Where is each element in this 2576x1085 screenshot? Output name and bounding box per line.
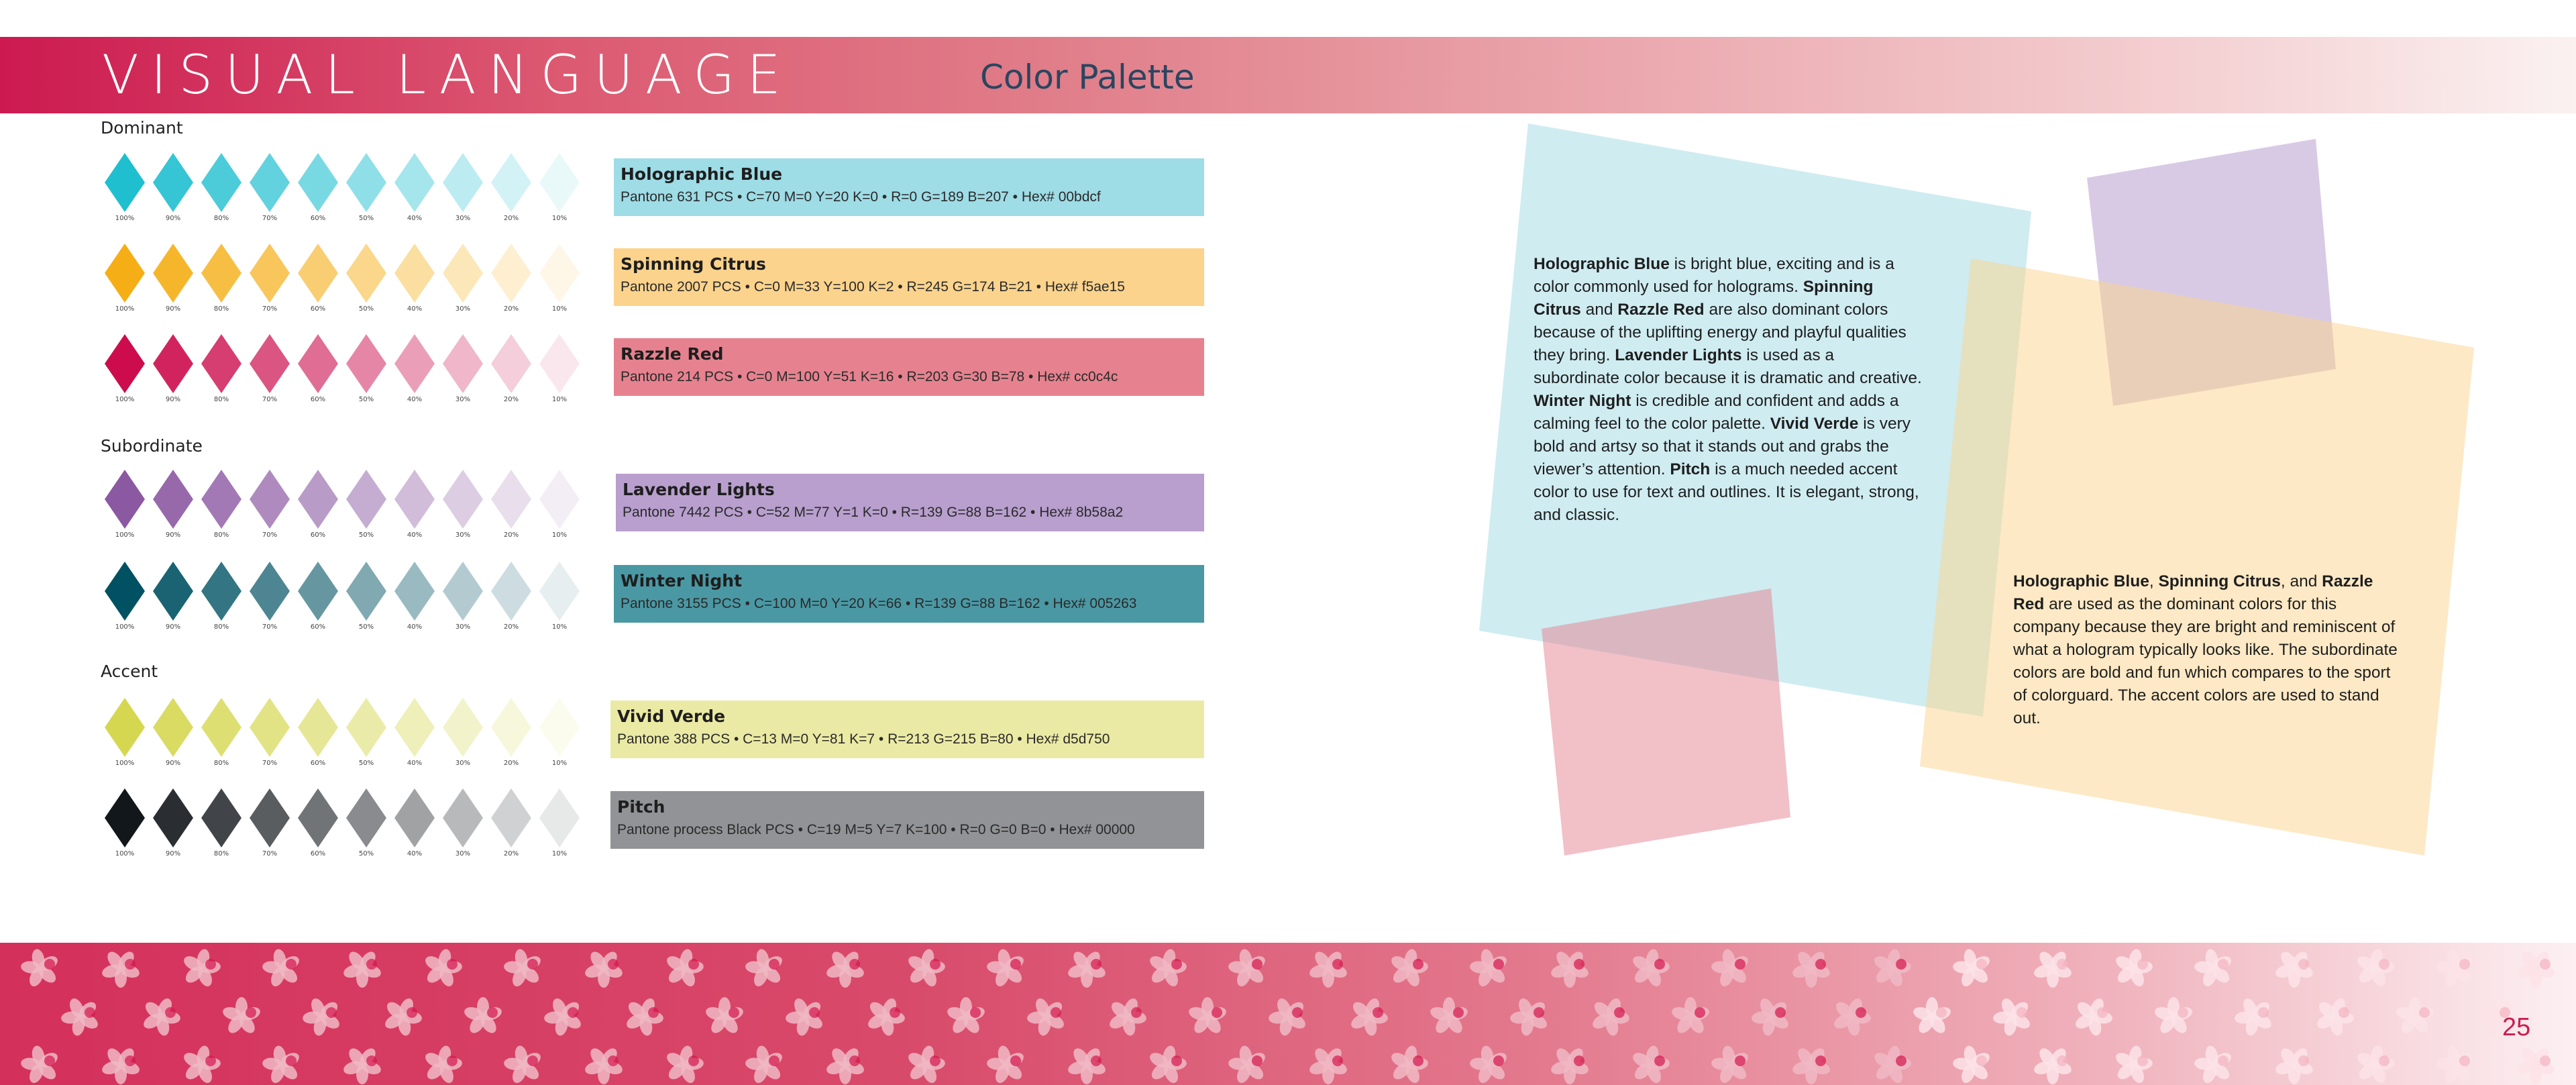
flower-accent	[326, 1007, 337, 1018]
palette-description-secondary: Holographic Blue, Spinning Citrus, and Razzle Red are used as the dominant colors for this company because they are bright and reminiscent of what a hologram typically looks like. The subordinate colors are bold and fun which compares to the sport of colorguard. The accent colors are used to stand out.	[2013, 572, 2398, 727]
flower-motif	[660, 945, 708, 991]
tint-label: 60%	[310, 396, 326, 403]
flower-motif	[52, 988, 109, 1045]
tint-label: 90%	[165, 623, 181, 631]
flower-accent	[2379, 959, 2390, 970]
flower-motif	[2226, 988, 2282, 1045]
flower-accent	[769, 959, 780, 970]
color-name: Razzle Red	[621, 344, 724, 364]
color-name: Holographic Blue	[621, 164, 783, 184]
tint-label: 70%	[262, 531, 278, 539]
flower-motif	[376, 990, 429, 1042]
flower-accent	[1695, 1007, 1705, 1018]
flower-motif	[1912, 997, 1953, 1036]
flower-motif	[2025, 943, 2081, 996]
tint-label: 20%	[503, 623, 519, 631]
flower-motif	[618, 990, 671, 1042]
color-name: Vivid Verde	[617, 707, 726, 726]
flower-accent	[1614, 1007, 1625, 1018]
flower-motif	[1462, 1037, 1516, 1085]
flower-motif	[859, 990, 912, 1042]
tint-label: 100%	[115, 531, 135, 539]
tint-label: 50%	[358, 396, 374, 403]
tint-label: 90%	[165, 396, 181, 403]
flower-motif	[419, 1041, 466, 1085]
flower-accent	[1534, 1007, 1544, 1018]
flower-accent	[1373, 1007, 1383, 1018]
flower-motif	[1101, 990, 1154, 1042]
flower-accent	[1332, 1055, 1343, 1066]
flower-accent	[688, 1055, 699, 1066]
flower-accent	[2057, 959, 2068, 970]
flower-accent	[2218, 959, 2229, 970]
flower-motif	[1868, 945, 1915, 991]
flower-accent	[2258, 1007, 2269, 1018]
flower-accent	[2017, 1007, 2027, 1018]
flower-motif	[660, 1041, 708, 1085]
tint-label: 90%	[165, 305, 181, 313]
tint-label: 50%	[358, 760, 374, 767]
flower-accent	[1453, 1007, 1464, 1018]
flower-motif	[902, 945, 949, 991]
flower-motif	[1301, 943, 1356, 996]
tint-label: 60%	[310, 850, 326, 858]
flower-motif	[1018, 988, 1075, 1045]
flower-accent	[608, 1055, 619, 1066]
flower-accent	[849, 1055, 860, 1066]
flower-motif	[463, 997, 504, 1036]
flower-accent	[1574, 959, 1585, 970]
flower-accent	[2298, 959, 2309, 970]
flower-accent	[1131, 1007, 1142, 1018]
flower-motif	[1626, 1041, 1674, 1085]
flower-accent	[2137, 959, 2148, 970]
flower-motif	[496, 943, 550, 996]
tint-label: 90%	[165, 760, 181, 767]
tint-label: 40%	[407, 396, 423, 403]
tint-label: 60%	[310, 760, 326, 767]
flower-accent	[2178, 1007, 2188, 1018]
flower-accent	[1171, 959, 1182, 970]
flower-motif	[177, 1041, 225, 1085]
flower-accent	[1735, 959, 1746, 970]
tint-label: 70%	[262, 215, 278, 222]
tint-label: 60%	[310, 531, 326, 539]
tint-label: 80%	[213, 305, 229, 313]
tint-label: 30%	[455, 531, 471, 539]
flower-accent	[1413, 1055, 1424, 1066]
flower-motif	[1385, 1041, 1432, 1085]
flower-motif	[335, 1037, 390, 1085]
tint-label: 40%	[407, 623, 423, 631]
flower-motif	[1143, 945, 1191, 991]
flower-accent	[1051, 1007, 1061, 1018]
flower-motif	[2067, 990, 2120, 1042]
tint-label: 20%	[503, 396, 519, 403]
tint-label: 10%	[551, 396, 568, 403]
flower-motif	[2267, 943, 2322, 996]
flower-accent	[44, 959, 55, 970]
flower-accent	[447, 1055, 458, 1066]
group-heading-dominant: Dominant	[101, 118, 183, 138]
color-name: Lavender Lights	[623, 480, 775, 499]
flower-motif	[255, 1037, 309, 1085]
flower-motif	[1301, 1037, 1356, 1085]
flower-accent	[1252, 959, 1263, 970]
flower-accent	[205, 959, 216, 970]
tint-label: 10%	[551, 305, 568, 313]
flower-accent	[1413, 959, 1424, 970]
color-spec: Pantone 631 PCS • C=70 M=0 Y=20 K=0 • R=0 G=189 B=207 • Hex# 00bdcf	[621, 189, 1101, 205]
flower-accent	[1493, 959, 1504, 970]
flower-motif	[777, 988, 833, 1045]
flower-motif	[1187, 997, 1228, 1036]
flower-motif	[738, 1037, 792, 1085]
brand-title: VISUAL LANGUAGE	[102, 44, 793, 106]
flower-motif	[2508, 943, 2564, 996]
flower-motif	[818, 943, 873, 996]
flower-accent	[1574, 1055, 1585, 1066]
tint-label: 70%	[262, 623, 278, 631]
flower-motif	[1584, 990, 1637, 1042]
flower-accent	[1775, 1007, 1786, 1018]
flower-motif	[979, 1037, 1033, 1085]
tint-label: 30%	[455, 305, 471, 313]
flower-motif	[1670, 997, 1711, 1036]
flower-motif	[93, 1037, 149, 1085]
flower-motif	[1059, 943, 1115, 996]
flower-motif	[1143, 1041, 1191, 1085]
flower-motif	[335, 943, 390, 996]
tint-label: 90%	[165, 850, 181, 858]
flower-accent	[1493, 1055, 1504, 1066]
tint-label: 80%	[213, 760, 229, 767]
flower-motif	[535, 988, 592, 1045]
group-heading-subordinate: Subordinate	[101, 436, 203, 456]
flower-accent	[1815, 959, 1826, 970]
flower-pattern	[0, 943, 2576, 1085]
tint-label: 30%	[455, 396, 471, 403]
citrus-rectangle	[1920, 258, 2474, 856]
flower-accent	[125, 959, 136, 970]
tint-label: 80%	[213, 623, 229, 631]
flower-accent	[2137, 1055, 2148, 1066]
flower-motif	[1945, 1037, 1999, 1085]
flower-motif	[818, 1037, 873, 1085]
flower-accent	[2057, 1055, 2068, 1066]
flower-motif	[576, 943, 632, 996]
flower-motif	[1429, 997, 1470, 1036]
flower-accent	[2097, 1007, 2108, 1018]
tint-label: 20%	[503, 531, 519, 539]
flower-accent	[366, 959, 377, 970]
tint-label: 10%	[551, 215, 568, 222]
flower-accent	[1212, 1007, 1222, 1018]
flower-accent	[1896, 959, 1907, 970]
flower-accent	[205, 1055, 216, 1066]
flower-accent	[930, 959, 941, 970]
tint-label: 100%	[115, 760, 135, 767]
flower-motif	[902, 1041, 949, 1085]
flower-accent	[407, 1007, 417, 1018]
flower-accent	[2218, 1055, 2229, 1066]
flower-motif	[576, 1037, 632, 1085]
flower-motif	[2428, 943, 2482, 996]
flower-accent	[246, 1007, 256, 1018]
flower-motif	[1704, 943, 1758, 996]
flower-accent	[2339, 1007, 2349, 1018]
flower-accent	[1896, 1055, 1907, 1066]
page-number: 25	[2502, 1013, 2531, 1041]
flower-motif	[1784, 1037, 1839, 1085]
flower-motif	[1260, 988, 1316, 1045]
flower-motif	[979, 943, 1033, 996]
flower-accent	[849, 959, 860, 970]
flower-motif	[1704, 1037, 1758, 1085]
flower-motif	[2351, 945, 2398, 991]
flower-motif	[1059, 1037, 1115, 1085]
flower-motif	[2109, 1041, 2157, 1085]
flower-motif	[2351, 1041, 2398, 1085]
flower-accent	[1171, 1055, 1182, 1066]
flower-motif	[1825, 990, 1878, 1042]
tint-label: 60%	[310, 623, 326, 631]
flower-accent	[1654, 959, 1665, 970]
tint-label: 10%	[551, 531, 568, 539]
flower-accent	[2379, 1055, 2390, 1066]
flower-motif	[1221, 943, 1275, 996]
tint-label: 70%	[262, 305, 278, 313]
flower-motif	[2187, 1037, 2241, 1085]
tint-label: 50%	[358, 531, 374, 539]
flower-motif	[738, 943, 792, 996]
group-heading-accent: Accent	[101, 662, 158, 681]
tint-label: 30%	[455, 623, 471, 631]
flower-motif	[1462, 943, 1516, 996]
flower-accent	[769, 1055, 780, 1066]
flower-accent	[2459, 1055, 2470, 1066]
flower-motif	[1868, 1041, 1915, 1085]
flower-accent	[1735, 1055, 1746, 1066]
color-name: Pitch	[617, 797, 665, 817]
flower-accent	[1976, 959, 1987, 970]
flower-accent	[1010, 1055, 1021, 1066]
flower-accent	[930, 1055, 941, 1066]
flower-accent	[2298, 1055, 2309, 1066]
flower-motif	[496, 1037, 550, 1085]
flower-motif	[1784, 943, 1839, 996]
tint-label: 100%	[115, 623, 135, 631]
flower-accent	[487, 1007, 498, 1018]
flower-motif	[1743, 988, 1799, 1045]
flower-accent	[44, 1055, 55, 1066]
tint-label: 20%	[503, 215, 519, 222]
tint-label: 100%	[115, 305, 135, 313]
flower-motif	[946, 997, 987, 1036]
tint-label: 40%	[407, 215, 423, 222]
flower-accent	[729, 1007, 739, 1018]
flower-accent	[527, 1055, 538, 1066]
flower-motif	[1984, 988, 2041, 1045]
flower-motif	[1342, 990, 1395, 1042]
tint-label: 20%	[503, 305, 519, 313]
color-spec: Pantone 3155 PCS • C=100 M=0 Y=20 K=66 • R=139 G=88 B=162 • Hex# 005263	[621, 596, 1137, 611]
tint-label: 50%	[358, 623, 374, 631]
tint-label: 80%	[213, 215, 229, 222]
tint-label: 80%	[213, 531, 229, 539]
flower-accent	[1654, 1055, 1665, 1066]
flower-motif	[135, 990, 188, 1042]
tint-label: 90%	[165, 531, 181, 539]
tint-label: 30%	[455, 215, 471, 222]
tint-label: 70%	[262, 760, 278, 767]
tint-label: 80%	[213, 850, 229, 858]
flower-accent	[1252, 1055, 1263, 1066]
tint-label: 40%	[407, 531, 423, 539]
flower-motif	[1945, 943, 1999, 996]
flower-accent	[608, 959, 619, 970]
flower-motif	[1626, 945, 1674, 991]
palette-description-primary: Holographic Blue is bright blue, exciting and is a color commonly used for holograms. Spinning Citrus and Razzle Red are also dominant colors because of the uplifting energy and playful qualities they bring. Lavender Lights is used as a subordinate color because it is dramatic and creative. Winter Night is credible and confident and adds a calming feel to the color palette. Vivid Verde is very bold and artsy so that it stands out and grabs the viewer’s attention. Pitch is a much needed accent color to use for text and outlines. It is elegant, strong, and classic.	[1534, 255, 1922, 524]
color-spec: Pantone 7442 PCS • C=52 M=77 Y=1 K=0 • R=139 G=88 B=162 • Hex# 8b58a2	[623, 505, 1124, 520]
flower-accent	[1091, 1055, 1102, 1066]
page-title: Color Palette	[980, 58, 1195, 97]
tint-label: 100%	[115, 215, 135, 222]
tint-label: 30%	[455, 850, 471, 858]
flower-accent	[2459, 959, 2470, 970]
flower-accent	[366, 1055, 377, 1066]
flower-accent	[688, 959, 699, 970]
tint-label: 10%	[551, 623, 568, 631]
flower-accent	[85, 1007, 95, 1018]
flower-accent	[2540, 1055, 2551, 1066]
tint-label: 40%	[407, 760, 423, 767]
tint-label: 60%	[310, 305, 326, 313]
footer-pattern-band	[0, 943, 2576, 1085]
tint-label: 60%	[310, 215, 326, 222]
tint-label: 30%	[455, 760, 471, 767]
tint-label: 50%	[358, 850, 374, 858]
flower-motif	[2109, 945, 2157, 991]
flower-motif	[13, 943, 67, 996]
color-spec: Pantone 388 PCS • C=13 M=0 Y=81 K=7 • R=213 G=215 B=80 • Hex# d5d750	[617, 731, 1110, 747]
tint-label: 50%	[358, 305, 374, 313]
flower-motif	[1542, 1037, 1598, 1085]
flower-accent	[527, 959, 538, 970]
tint-label: 70%	[262, 850, 278, 858]
flower-accent	[1936, 1007, 1947, 1018]
color-spec: Pantone process Black PCS • C=19 M=5 Y=7 K=100 • R=0 G=0 B=0 • Hex# 00000	[617, 822, 1135, 837]
flower-accent	[809, 1007, 820, 1018]
tint-label: 20%	[503, 850, 519, 858]
flower-accent	[286, 959, 297, 970]
color-name: Winter Night	[621, 571, 743, 590]
flower-accent	[2419, 1007, 2430, 1018]
tint-label: 20%	[503, 760, 519, 767]
flower-motif	[93, 943, 149, 996]
flower-motif	[2508, 1037, 2564, 1085]
tint-label: 100%	[115, 850, 135, 858]
flower-accent	[1976, 1055, 1987, 1066]
tint-label: 70%	[262, 396, 278, 403]
tint-label: 80%	[213, 396, 229, 403]
flower-motif	[2153, 997, 2194, 1036]
flower-accent	[1292, 1007, 1303, 1018]
flower-motif	[294, 988, 350, 1045]
tint-label: 10%	[551, 760, 568, 767]
flower-accent	[286, 1055, 297, 1066]
flower-accent	[568, 1007, 578, 1018]
tint-label: 10%	[551, 850, 568, 858]
color-spec: Pantone 214 PCS • C=0 M=100 Y=51 K=16 • R=203 G=30 B=78 • Hex# cc0c4c	[621, 369, 1118, 384]
flower-accent	[890, 1007, 900, 1018]
flower-accent	[1091, 959, 1102, 970]
flower-accent	[970, 1007, 981, 1018]
flower-accent	[1815, 1055, 1826, 1066]
flower-motif	[1385, 945, 1432, 991]
flower-accent	[447, 959, 458, 970]
flower-motif	[419, 945, 466, 991]
flower-accent	[1010, 959, 1021, 970]
flower-accent	[1332, 959, 1343, 970]
flower-motif	[255, 943, 309, 996]
flower-motif	[221, 997, 262, 1036]
flower-motif	[704, 997, 745, 1036]
flower-motif	[1501, 988, 1558, 1045]
red-rectangle	[1542, 588, 1790, 856]
flower-motif	[1542, 943, 1598, 996]
flower-accent	[648, 1007, 659, 1018]
color-spec: Pantone 2007 PCS • C=0 M=33 Y=100 K=2 • R=245 G=174 B=21 • Hex# f5ae15	[621, 279, 1125, 295]
flower-motif	[177, 945, 225, 991]
flower-motif	[2428, 1037, 2482, 1085]
flower-motif	[2187, 943, 2241, 996]
flower-motif	[2267, 1037, 2322, 1085]
flower-accent	[2540, 959, 2551, 970]
flower-accent	[165, 1007, 176, 1018]
tint-label: 50%	[358, 215, 374, 222]
tint-label: 100%	[115, 396, 135, 403]
flower-motif	[2395, 997, 2436, 1036]
tint-label: 40%	[407, 305, 423, 313]
tint-label: 40%	[407, 850, 423, 858]
flower-motif	[2308, 990, 2361, 1042]
color-name: Spinning Citrus	[621, 254, 766, 274]
flower-motif	[1221, 1037, 1275, 1085]
tint-label: 90%	[165, 215, 181, 222]
flower-accent	[1856, 1007, 1866, 1018]
flower-motif	[13, 1037, 67, 1085]
flower-accent	[125, 1055, 136, 1066]
flower-motif	[2025, 1037, 2081, 1085]
